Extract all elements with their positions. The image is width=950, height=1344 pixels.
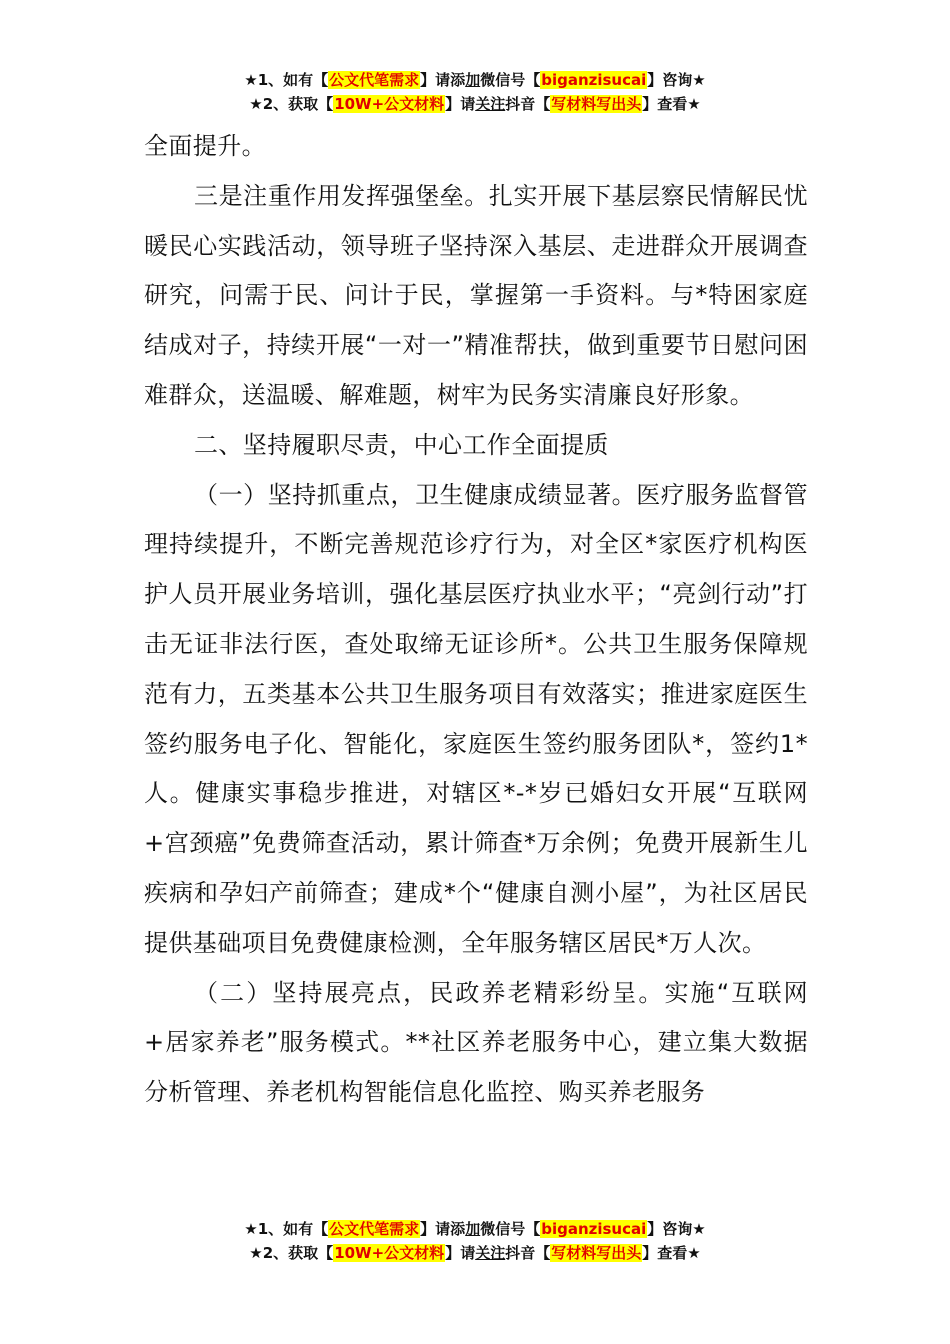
promo-highlight: biganzisucai [541,1220,647,1238]
promo-underline: 关注 [475,95,506,113]
promo-text: 】请添 [420,71,466,89]
promo-text: 抖音【 [505,95,551,113]
promo-text: ★1、如有【 [244,71,329,89]
promo-text: 】请添 [420,1220,466,1238]
document-body [144,122,808,1118]
paragraph-third-point: 三是注重作用发挥强堡垒。扎实开展下基层察民情解民忧暖民心实践活动，领导班子坚持深入基层、走进群众开展调查研究，问需于民、问计于民，掌握第一手资料。与*特困家庭结成对子，持续开展“一对一”精准帮扶，做到重要节日慰问困难群众，送温暖、解难题，树牢为民务实清廉良好形象。 [144,181,808,409]
promo-text: ★1、如有【 [244,1220,329,1238]
promo-text: 】请 [445,1244,476,1262]
promo-highlight: 写材料写出头 [551,1244,642,1262]
promo-text: 】查看★ [642,1244,701,1262]
promo-line-2 [0,92,950,116]
promo-text: ★2、获取【 [249,95,334,113]
promo-highlight: biganzisucai [541,71,647,89]
promo-text: 】咨询★ [647,71,706,89]
promo-line-1 [0,68,950,92]
promo-highlight: 10W+公文材料 [334,1244,445,1262]
paragraph-elderly-care: （二）坚持展亮点，民政养老精彩纷呈。实施“互联网+居家养老”服务模式。**社区养老服务中心，建立集大数据分析管理、养老机构智能信息化监控、购买养老服务 [144,978,808,1107]
promo-underline: 加 [465,1220,481,1238]
promo-line-1 [0,1217,950,1241]
promo-text: ★2、获取【 [249,1244,334,1262]
promo-text: 】查看★ [642,95,701,113]
paragraph-continuation: 全面提升。 [144,132,266,160]
promo-text: 抖音【 [505,1244,551,1262]
promo-line-2 [0,1241,950,1265]
promo-text: 微信号【 [480,71,541,89]
promo-underline: 关注 [475,1244,506,1262]
promo-underline: 加 [465,71,481,89]
promo-highlight: 公文代笔需求 [329,71,420,89]
paragraph-health: （一）坚持抓重点，卫生健康成绩显著。医疗服务监督管理持续提升，不断完善规范诊疗行为，对全区*家医疗机构医护人员开展业务培训，强化基层医疗执业水平；“亮剑行动”打击无证非法行医，查处取缔无证诊所*。公共卫生服务保障规范有力，五类基本公共卫生服务项目有效落实；推进家庭医生签约服务电子化、智能化，家庭医生签约服务团队*，签约1*人。健康实事稳步推进，对辖区*-*岁已婚妇女开展“互联网+宫颈癌”免费筛查活动，累计筛查*万余例；免费开展新生儿疾病和孕妇产前筛查；建成*个“健康自测小屋”，为社区居民提供基础项目免费健康检测，全年服务辖区居民*万人次。 [144,480,808,957]
promo-text: 】请 [445,95,476,113]
header-promo-banner [0,68,950,116]
promo-text: 微信号【 [480,1220,541,1238]
promo-highlight: 10W+公文材料 [334,95,445,113]
promo-text: 】咨询★ [647,1220,706,1238]
promo-highlight: 公文代笔需求 [329,1220,420,1238]
section-heading-two: 二、坚持履职尽责，中心工作全面提质 [194,430,609,459]
promo-highlight: 写材料写出头 [551,95,642,113]
footer-promo-banner [0,1217,950,1265]
